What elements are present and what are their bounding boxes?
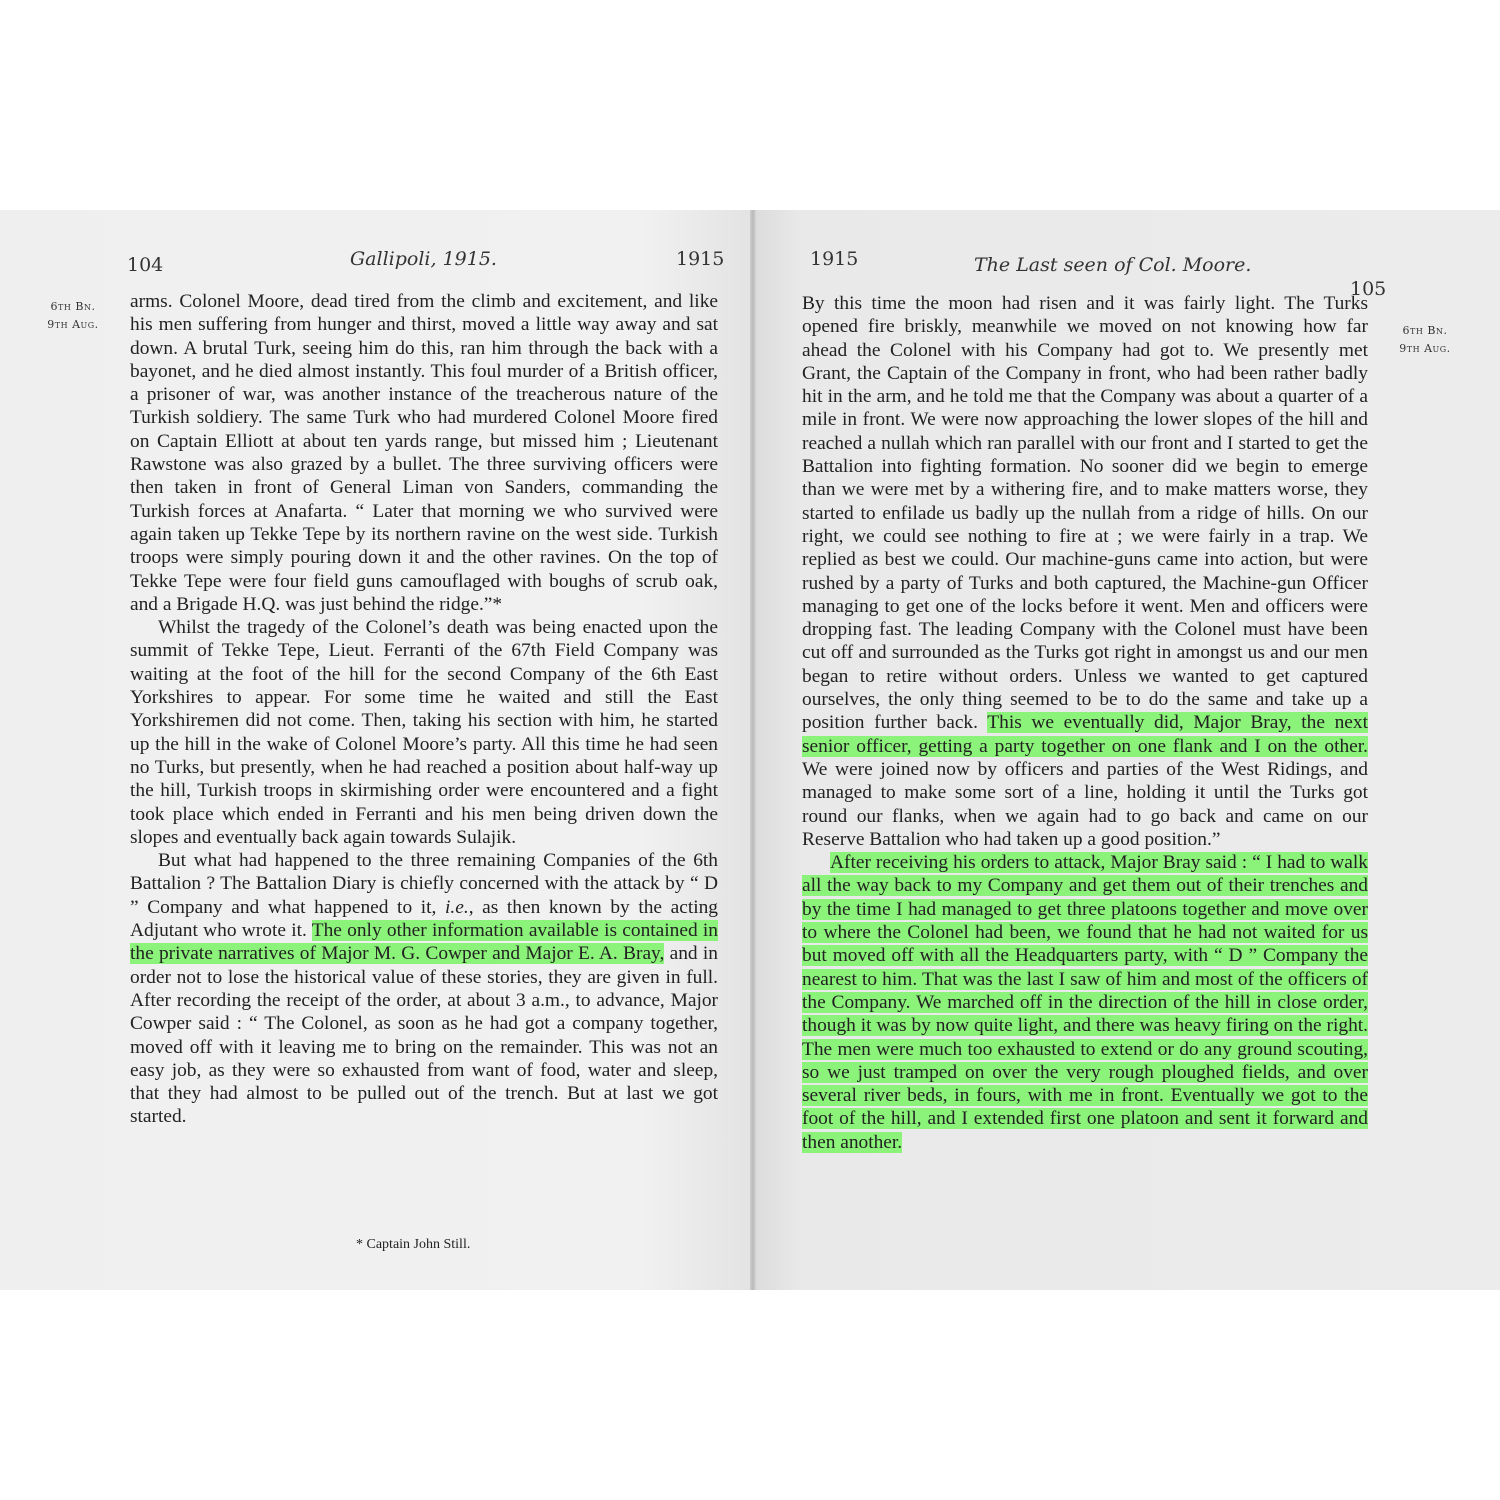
header-year: 1915: [676, 248, 725, 270]
margin-note-date: 9th Aug.: [47, 318, 99, 331]
paragraph-text: and in order not to lose the historical value of these stories, they are given in full. After recording the receipt of the order, at about 3 a.m., to advance, Major Cowper said : “ The Colonel, as soon as he had got a company together, moved off with it leaving me to bring on the remainder. This was not an easy job, as they were so exhausted from want of food, water and sleep, that they had almost to be pulled out of the trench. But at last we got started.: [130, 943, 718, 1128]
right-body-text: [802, 292, 1368, 1154]
paragraph: [130, 849, 718, 1129]
page-number: 104: [127, 254, 164, 276]
paragraph-text: , as then known by the acting Adjutant who wrote it.: [130, 896, 718, 942]
left-page: [0, 210, 752, 1290]
book-spread: [0, 210, 1500, 1290]
highlighted-text: This we eventually did, Major Bray, the next senior officer, getting a party together on one flank and I on the other.: [802, 712, 1368, 757]
margin-note-battalion: 6th Bn.: [50, 300, 96, 313]
paragraph-text: By this time the moon had risen and it was fairly light. The Turks opened fire briskly, meanwhile we moved on not knowing how far ahead the Colonel with his Company had got to. We presently met Grant, the Captain of the Company in front, who had been rather badly hit in the arm, and he told me that the Company was about a quarter of a mile in front. We were now approaching the lower slopes of the hill and reached a nullah which ran parallel with our front and I started to get the Battalion into fighting formation. No sooner did we begin to emerge than we were met by a withering fire, and to make matters worse, they started to enfilade us badly up the nullah from a ridge of hills. On our right, we could see nothing to fire at ; we were fairly in a trap. We replied as best we could. Our machine-guns came into action, but were rushed by a party of Turks and both captured, the Machine-gun Officer managing to get one of the locks before it went. Men and officers were dropping fast. The leading Company with the Colonel must have been cut off and surrounded as the Turks got right in amongst us and our men began to retire without orders. Unless we wanted to get captured ourselves, the only thing seemed to be to do the same and take up a position further back.: [802, 293, 1368, 734]
abbreviation-ie: i.e.: [445, 896, 469, 918]
highlighted-text: The only other information available is contained in the private narratives of Major M. G. Cowper and Major E. A. Bray,: [130, 920, 718, 965]
header-year: 1915: [810, 248, 859, 270]
paragraph-text: We were joined now by officers and parties of the West Ridings, and managed to make some sort of a line, holding it until the Turks got round our flanks, when we again had to go back and came on our Reserve Battalion who had taken up a good position.”: [802, 758, 1368, 850]
margin-note: [38, 298, 108, 334]
paragraph: [802, 851, 1368, 1154]
footnote: * Captain John Still.: [356, 1237, 471, 1252]
paragraph: arms. Colonel Moore, dead tired from the climb and excitement, and like his men suffering from hunger and thirst, moved a little way away and sat down. A brutal Turk, seeing him do this, ran him through the back with a bayonet, and he died almost instantly. This foul murder of a British officer, a prisoner of war, was another instance of the treacherous nature of the Turkish soldiery. The same Turk who had murdered Colonel Moore fired on Captain Elliott at about ten yards range, but missed him ; Lieutenant Rawstone was also grazed by a bullet. The three surviving officers were then taken in front of General Liman von Sanders, commanding the Turkish forces at Anafarta. “ Later that morning we who survived were again taken up Tekke Tepe by its northern ravine on the west side. Turkish troops were simply pouring down it and the other ravines. On the top of Tekke Tepe were four field guns camouflaged with boughs of scrub oak, and a Brigade H.Q. was just behind the ridge.”*: [130, 291, 718, 615]
right-page: [756, 210, 1500, 1290]
running-title: The Last seen of Col. Moore.: [974, 254, 1252, 276]
right-page-header: [756, 246, 1500, 300]
margin-note-date: 9th Aug.: [1399, 342, 1451, 355]
margin-note-battalion: 6th Bn.: [1402, 324, 1448, 337]
margin-note: [1390, 322, 1460, 358]
left-body-text: [130, 290, 718, 1129]
running-title: Gallipoli, 1915.: [350, 248, 497, 270]
highlighted-text: After receiving his orders to attack, Major Bray said : “ I had to walk all the way back to my Company and get them out of their trenches and by the time I had managed to get three platoons together and move over to where the Colonel had been, we found that he had not waited for us but moved off with all the Headquarters party, with “ D ” Company the nearest to him. That was the last I saw of him and most of the officers of the Company. We marched off in the direction of the hill in close order, though it was by now quite light, and there was heavy firing on the right. The men were much too exhausted to extend or do any ground scouting, so we just tramped on over the very rough ploughed fields, and over several river beds, in fours, with me in front. Eventually we got to the foot of the hill, and I extended first one platoon and sent it forward and then another.: [802, 852, 1368, 1153]
paragraph: Whilst the tragedy of the Colonel’s death was being enacted upon the summit of Tekke Tepe, Lieut. Ferranti of the 67th Field Company was waiting at the foot of the hill for the second Company of the 6th East Yorkshires to appear. For some time he waited and still the East Yorkshiremen did not come. Then, taking his section with him, he started up the hill in the wake of Colonel Moore’s party. All this time he had seen no Turks, but presently, when he had reached a position about half-way up the hill, Turkish troops in skirmishing order were encountered and a fight took place which ended in Ferranti and his men being driven down the slopes and eventually back again towards Sulajik.: [130, 617, 718, 848]
paragraph: [802, 292, 1368, 851]
left-page-header: [0, 246, 752, 276]
page-number: 105: [1350, 278, 1387, 300]
paragraph-text: But what had happened to the three remaining Companies of the 6th Battalion ? The Battalion Diary is chiefly concerned with the attack by “ D ” Company and what happened to it,: [130, 850, 718, 918]
